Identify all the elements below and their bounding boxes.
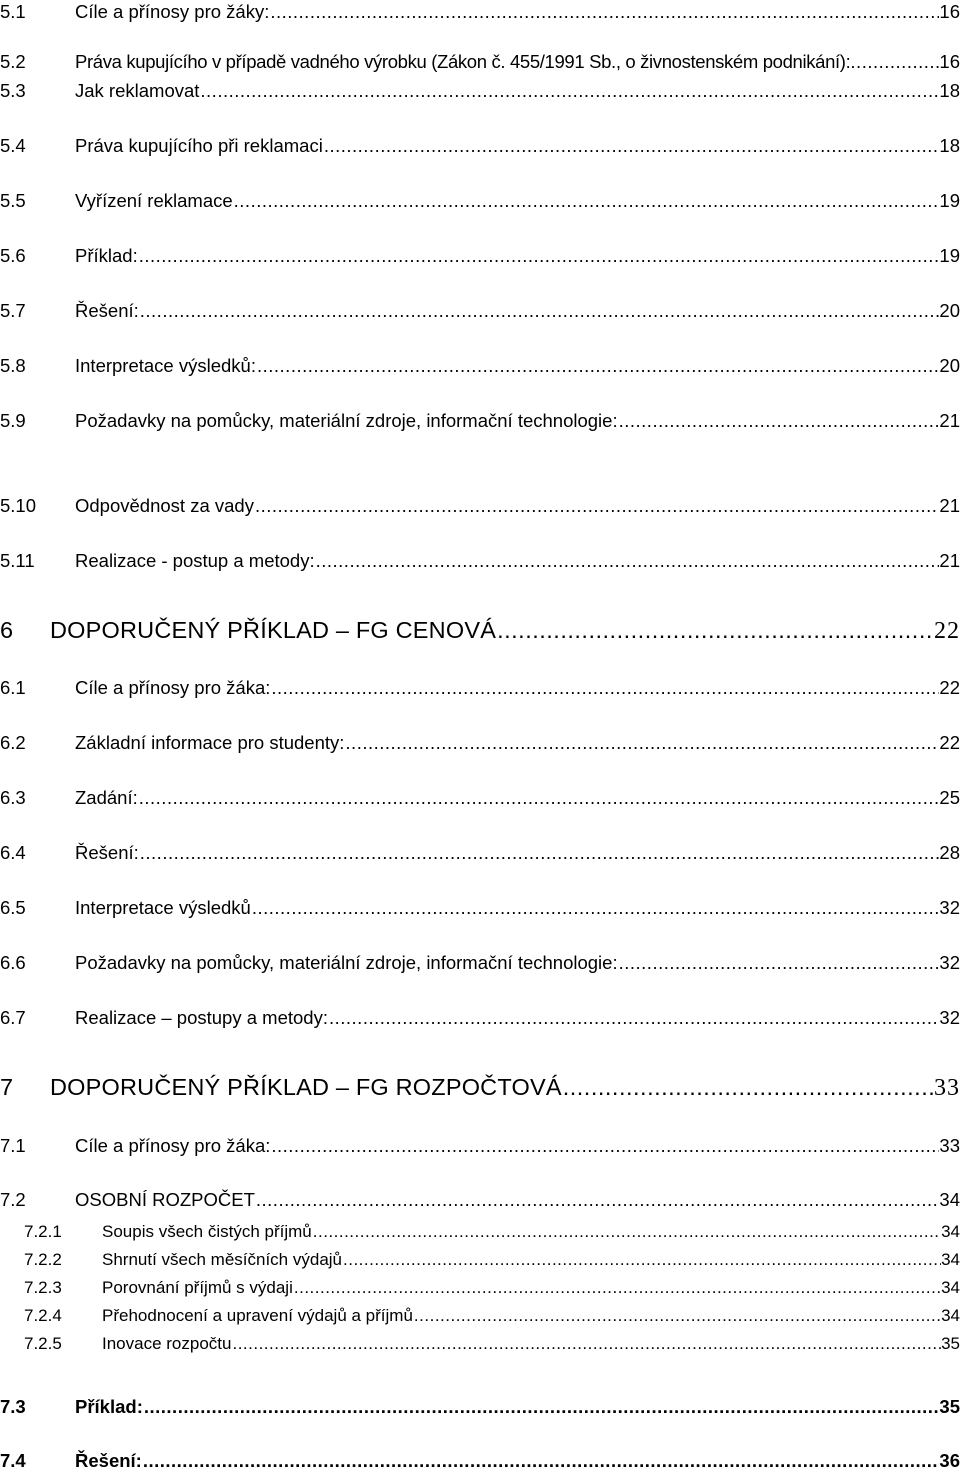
- toc-page: 35: [941, 1334, 960, 1353]
- toc-number: 7.2: [0, 1189, 26, 1210]
- toc-leader: [496, 617, 934, 644]
- toc-entry[interactable]: [0, 135, 960, 157]
- toc-page: 34: [941, 1278, 960, 1297]
- toc-leader: [618, 410, 940, 432]
- toc-title: Řešení:: [75, 300, 139, 321]
- toc-page: 21: [939, 495, 960, 516]
- toc-title: DOPORUČENÝ PŘÍKLAD – FG ROZPOČTOVÁ: [50, 1074, 562, 1100]
- toc-page: 33: [934, 1075, 960, 1101]
- toc-leader: [142, 1450, 940, 1472]
- toc-leader: [251, 897, 940, 919]
- toc-title: Práva kupujícího při reklamaci: [75, 135, 323, 156]
- toc-page: 19: [939, 190, 960, 211]
- toc-leader: [138, 245, 940, 267]
- toc-page: 16: [939, 51, 960, 72]
- toc-leader: [344, 732, 939, 754]
- toc-leader: [233, 190, 940, 212]
- toc-number: 5.7: [0, 300, 26, 321]
- toc-page: 19: [939, 245, 960, 266]
- toc-number: 6.4: [0, 842, 26, 863]
- toc-number: 5.4: [0, 135, 26, 156]
- toc-page: 16: [939, 1, 960, 22]
- toc-number: 7.2.4: [24, 1306, 62, 1325]
- toc-title: Interpretace výsledků: [75, 897, 251, 918]
- toc-number: 5.2: [0, 51, 26, 72]
- toc-page: 22: [934, 618, 960, 644]
- toc-leader: [562, 1074, 934, 1101]
- toc-title: Základní informace pro studenty:: [75, 732, 345, 753]
- toc-title: Realizace - postup a metody:: [75, 550, 315, 571]
- toc-leader: [323, 135, 940, 157]
- toc-title: Příklad:: [75, 1396, 143, 1417]
- toc-entry[interactable]: [0, 1450, 960, 1472]
- toc-leader: [270, 1135, 939, 1157]
- toc-number: 7.3: [0, 1396, 26, 1417]
- toc-entry[interactable]: [0, 300, 960, 322]
- toc-page: 20: [939, 355, 960, 376]
- toc-entry[interactable]: [0, 410, 960, 432]
- toc-leader: [342, 1250, 941, 1270]
- toc-leader: [293, 1278, 941, 1298]
- toc-title: Přehodnocení a upravení výdajů a příjmů: [102, 1306, 413, 1325]
- toc-page: 22: [939, 732, 960, 753]
- toc-leader: [254, 495, 939, 517]
- toc-page: 32: [939, 897, 960, 918]
- toc-leader: [413, 1306, 941, 1326]
- toc-number: 6.6: [0, 952, 26, 973]
- toc-title: Porovnání příjmů s výdaji: [102, 1278, 293, 1297]
- toc-entry[interactable]: [0, 190, 960, 212]
- toc-title: Řešení:: [75, 842, 139, 863]
- toc-leader: [270, 677, 939, 699]
- toc-entry[interactable]: [0, 787, 960, 809]
- toc-page: 21: [939, 410, 960, 431]
- toc-number: 5.9: [0, 410, 26, 431]
- toc-title: Realizace – postupy a metody:: [75, 1007, 328, 1028]
- toc-number: 7.2.3: [24, 1278, 62, 1297]
- toc-subentry[interactable]: [0, 1250, 960, 1270]
- toc-subentry[interactable]: [0, 1334, 960, 1354]
- toc-title: Soupis všech čistých příjmů: [102, 1222, 312, 1241]
- toc-title: Interpretace výsledků:: [75, 355, 256, 376]
- toc-entry[interactable]: [0, 897, 960, 919]
- toc-title: Odpovědnost za vady: [75, 495, 254, 516]
- toc-title: Shrnutí všech měsíčních výdajů: [102, 1250, 343, 1269]
- toc-chapter-7[interactable]: [0, 1074, 960, 1102]
- toc-number: 5.5: [0, 190, 26, 211]
- toc-page: 34: [939, 1189, 960, 1210]
- toc-subentry[interactable]: [0, 1222, 960, 1242]
- toc-page: 32: [939, 952, 960, 973]
- toc-title: OSOBNÍ ROZPOČET: [75, 1189, 255, 1210]
- toc-entry[interactable]: [0, 1189, 960, 1211]
- toc-title: Cíle a přínosy pro žáka:: [75, 677, 271, 698]
- toc-entry[interactable]: [0, 355, 960, 377]
- toc-number: 5.10: [0, 495, 37, 516]
- toc-entry[interactable]: [0, 51, 960, 73]
- toc-leader: [199, 80, 939, 102]
- toc-page: 18: [939, 80, 960, 101]
- toc-number: 6.5: [0, 897, 26, 918]
- toc-number: 5.3: [0, 80, 26, 101]
- toc-leader: [312, 1222, 941, 1242]
- toc-page: 21: [939, 550, 960, 571]
- toc-number: 5.11: [0, 550, 35, 571]
- toc-title: Jak reklamovat: [75, 80, 200, 101]
- toc-title: Cíle a přínosy pro žáky:: [75, 1, 270, 22]
- toc-page: 18: [939, 135, 960, 156]
- toc-title: Řešení:: [75, 1450, 142, 1471]
- toc-leader: [256, 355, 939, 377]
- toc-leader: [139, 842, 940, 864]
- toc-page: 28: [939, 842, 960, 863]
- toc-number: 5.1: [0, 1, 26, 22]
- toc-number: 7.2.5: [24, 1334, 62, 1353]
- toc-entry[interactable]: [0, 1007, 960, 1029]
- toc-title: Inovace rozpočtu: [102, 1334, 232, 1353]
- toc-entry[interactable]: [0, 677, 960, 699]
- toc-entry[interactable]: [0, 1, 960, 23]
- toc-page: 34: [941, 1250, 960, 1269]
- toc-number: 7.4: [0, 1450, 26, 1471]
- toc-leader: [143, 1396, 940, 1418]
- toc-leader: [269, 1, 939, 23]
- toc-page: 34: [941, 1222, 960, 1241]
- toc-leader: [138, 787, 940, 809]
- toc-number: 6.1: [0, 677, 26, 698]
- toc-entry[interactable]: [0, 842, 960, 864]
- toc-leader: [231, 1334, 941, 1354]
- toc-number: 7: [0, 1074, 14, 1100]
- toc-title: Cíle a přínosy pro žáka:: [75, 1135, 271, 1156]
- toc-number: 7.2.1: [24, 1222, 62, 1241]
- toc-number: 6: [0, 617, 14, 643]
- toc-title: Zadání:: [75, 787, 138, 808]
- toc-page: 32: [939, 1007, 960, 1028]
- toc-chapter-6[interactable]: [0, 617, 960, 645]
- toc-page: 36: [939, 1450, 960, 1471]
- toc-entry[interactable]: [0, 495, 960, 517]
- toc-number: 7.1: [0, 1135, 26, 1156]
- toc-title: Vyřízení reklamace: [75, 190, 233, 211]
- toc-entry[interactable]: [0, 952, 960, 974]
- toc-entry[interactable]: [0, 1396, 960, 1418]
- toc-title: Práva kupujícího v případě vadného výrobku (Zákon č. 455/1991 Sb., o živnostenském podnikání):: [75, 51, 851, 72]
- toc-leader: [328, 1007, 939, 1029]
- toc-number: 6.2: [0, 732, 26, 753]
- toc-number: 5.8: [0, 355, 26, 376]
- toc-subentry[interactable]: [0, 1306, 960, 1326]
- toc-page: 33: [939, 1135, 960, 1156]
- toc-leader: [850, 51, 939, 73]
- toc-page: 20: [939, 300, 960, 321]
- toc-title: DOPORUČENÝ PŘÍKLAD – FG CENOVÁ: [50, 617, 497, 643]
- toc-entry[interactable]: [0, 732, 960, 754]
- toc-title: Požadavky na pomůcky, materiální zdroje, informační technologie:: [75, 410, 618, 431]
- toc-page: 35: [939, 1396, 960, 1417]
- toc-entry[interactable]: [0, 245, 960, 267]
- toc-title: Příklad:: [75, 245, 138, 266]
- toc-subentry[interactable]: [0, 1278, 960, 1298]
- toc-number: 6.3: [0, 787, 26, 808]
- toc-leader: [139, 300, 940, 322]
- toc-number: 5.6: [0, 245, 26, 266]
- toc-leader: [255, 1189, 940, 1211]
- toc-page: 34: [941, 1306, 960, 1325]
- toc-title: Požadavky na pomůcky, materiální zdroje, informační technologie:: [75, 952, 618, 973]
- toc-number: 6.7: [0, 1007, 26, 1028]
- toc-entry[interactable]: [0, 550, 960, 572]
- toc-entry[interactable]: [0, 80, 960, 102]
- toc-leader: [315, 550, 940, 572]
- toc-leader: [618, 952, 940, 974]
- toc-page: 25: [939, 787, 960, 808]
- toc-number: 7.2.2: [24, 1250, 62, 1269]
- toc-page: 22: [939, 677, 960, 698]
- toc-entry[interactable]: [0, 1135, 960, 1157]
